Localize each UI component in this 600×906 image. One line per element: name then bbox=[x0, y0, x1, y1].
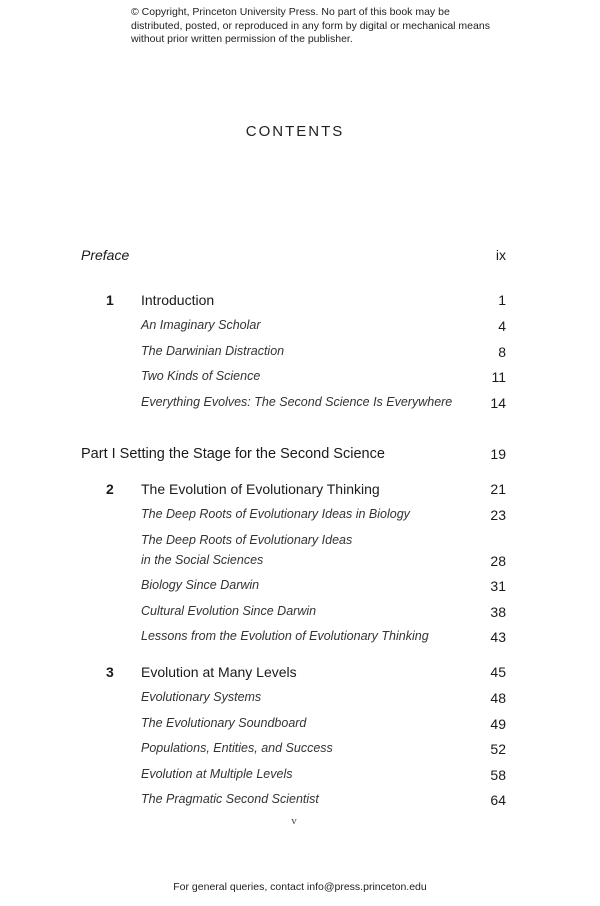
entry-title: The Darwinian Distraction bbox=[141, 344, 285, 358]
entry-page: 43 bbox=[490, 629, 506, 645]
entry-title: The Evolution of Evolutionary Thinking bbox=[141, 481, 380, 497]
toc-entry-part[interactable] bbox=[0, 446, 600, 466]
toc-entry-chapter[interactable] bbox=[0, 481, 600, 501]
toc-entry-sub[interactable] bbox=[0, 741, 600, 761]
entry-title: The Deep Roots of Evolutionary Ideas bbox=[141, 533, 353, 547]
toc-entry-sub[interactable] bbox=[0, 395, 600, 415]
toc-entry-sub[interactable] bbox=[0, 553, 600, 573]
toc-entry-chapter[interactable] bbox=[0, 292, 600, 312]
entry-title: The Evolutionary Soundboard bbox=[141, 716, 307, 730]
toc-entry-sub[interactable] bbox=[0, 716, 600, 736]
toc-entry-top-italic[interactable] bbox=[0, 247, 600, 267]
entry-title: Lessons from the Evolution of Evolutionary Thinking bbox=[141, 629, 429, 643]
entry-title: Introduction bbox=[141, 292, 215, 308]
page-number: v bbox=[291, 815, 297, 827]
toc-entry-sub[interactable] bbox=[0, 578, 600, 598]
entry-page: 19 bbox=[490, 446, 506, 462]
entry-title: Cultural Evolution Since Darwin bbox=[141, 604, 317, 618]
toc-entry-sub[interactable] bbox=[0, 533, 600, 553]
toc-entry-sub[interactable] bbox=[0, 369, 600, 389]
entry-page: 45 bbox=[490, 664, 506, 680]
entry-title: Populations, Entities, and Success bbox=[141, 741, 333, 755]
entry-page: 23 bbox=[490, 507, 506, 523]
toc-entry-sub[interactable] bbox=[0, 690, 600, 710]
toc-entry-sub[interactable] bbox=[0, 629, 600, 649]
entry-title: Biology Since Darwin bbox=[141, 578, 260, 592]
entry-title: Preface bbox=[81, 247, 130, 263]
entry-page: 49 bbox=[490, 716, 506, 732]
entry-page: 1 bbox=[498, 292, 506, 308]
entry-title: Evolution at Many Levels bbox=[141, 664, 297, 680]
entry-title: Two Kinds of Science bbox=[141, 369, 261, 383]
entry-title: The Deep Roots of Evolutionary Ideas in Biology bbox=[141, 507, 410, 521]
copyright-notice: © Copyright, Princeton University Press. No part of this book may be distributed, posted, or reproduced in any form by digital or mechanical means without prior written permission of the publisher. bbox=[131, 6, 490, 45]
entry-title: Evolution at Multiple Levels bbox=[141, 767, 293, 781]
entry-page: 8 bbox=[498, 344, 506, 360]
entry-page: 11 bbox=[491, 369, 506, 385]
entry-page: 21 bbox=[490, 481, 506, 497]
entry-page: 64 bbox=[490, 792, 506, 808]
entry-title: An Imaginary Scholar bbox=[141, 318, 261, 332]
chapter-number: 3 bbox=[106, 664, 114, 680]
footer-contact: For general queries, contact info@press.princeton.edu bbox=[173, 881, 427, 893]
toc-entry-sub[interactable] bbox=[0, 318, 600, 338]
entry-title: Part I Setting the Stage for the Second Science bbox=[81, 446, 385, 462]
entry-title: Evolutionary Systems bbox=[141, 690, 262, 704]
page-title: CONTENTS bbox=[245, 123, 345, 140]
toc-entry-chapter[interactable] bbox=[0, 664, 600, 684]
entry-page: 14 bbox=[490, 395, 506, 411]
toc-entry-sub[interactable] bbox=[0, 344, 600, 364]
chapter-number: 1 bbox=[106, 292, 114, 308]
entry-page: ix bbox=[495, 247, 506, 263]
toc-entry-sub[interactable] bbox=[0, 604, 600, 624]
entry-page: 38 bbox=[490, 604, 506, 620]
entry-page: 58 bbox=[490, 767, 506, 783]
entry-title: in the Social Sciences bbox=[141, 553, 264, 567]
toc-entry-sub[interactable] bbox=[0, 767, 600, 787]
entry-page: 48 bbox=[490, 690, 506, 706]
entry-page: 28 bbox=[490, 553, 506, 569]
toc-entry-sub[interactable] bbox=[0, 792, 600, 812]
entry-page: 52 bbox=[490, 741, 506, 757]
entry-page: 4 bbox=[498, 318, 506, 334]
chapter-number: 2 bbox=[106, 481, 114, 497]
entry-title: Everything Evolves: The Second Science Is Everywhere bbox=[141, 395, 453, 409]
entry-title: The Pragmatic Second Scientist bbox=[141, 792, 319, 806]
entry-page: 31 bbox=[490, 578, 506, 594]
toc-entry-sub[interactable] bbox=[0, 507, 600, 527]
